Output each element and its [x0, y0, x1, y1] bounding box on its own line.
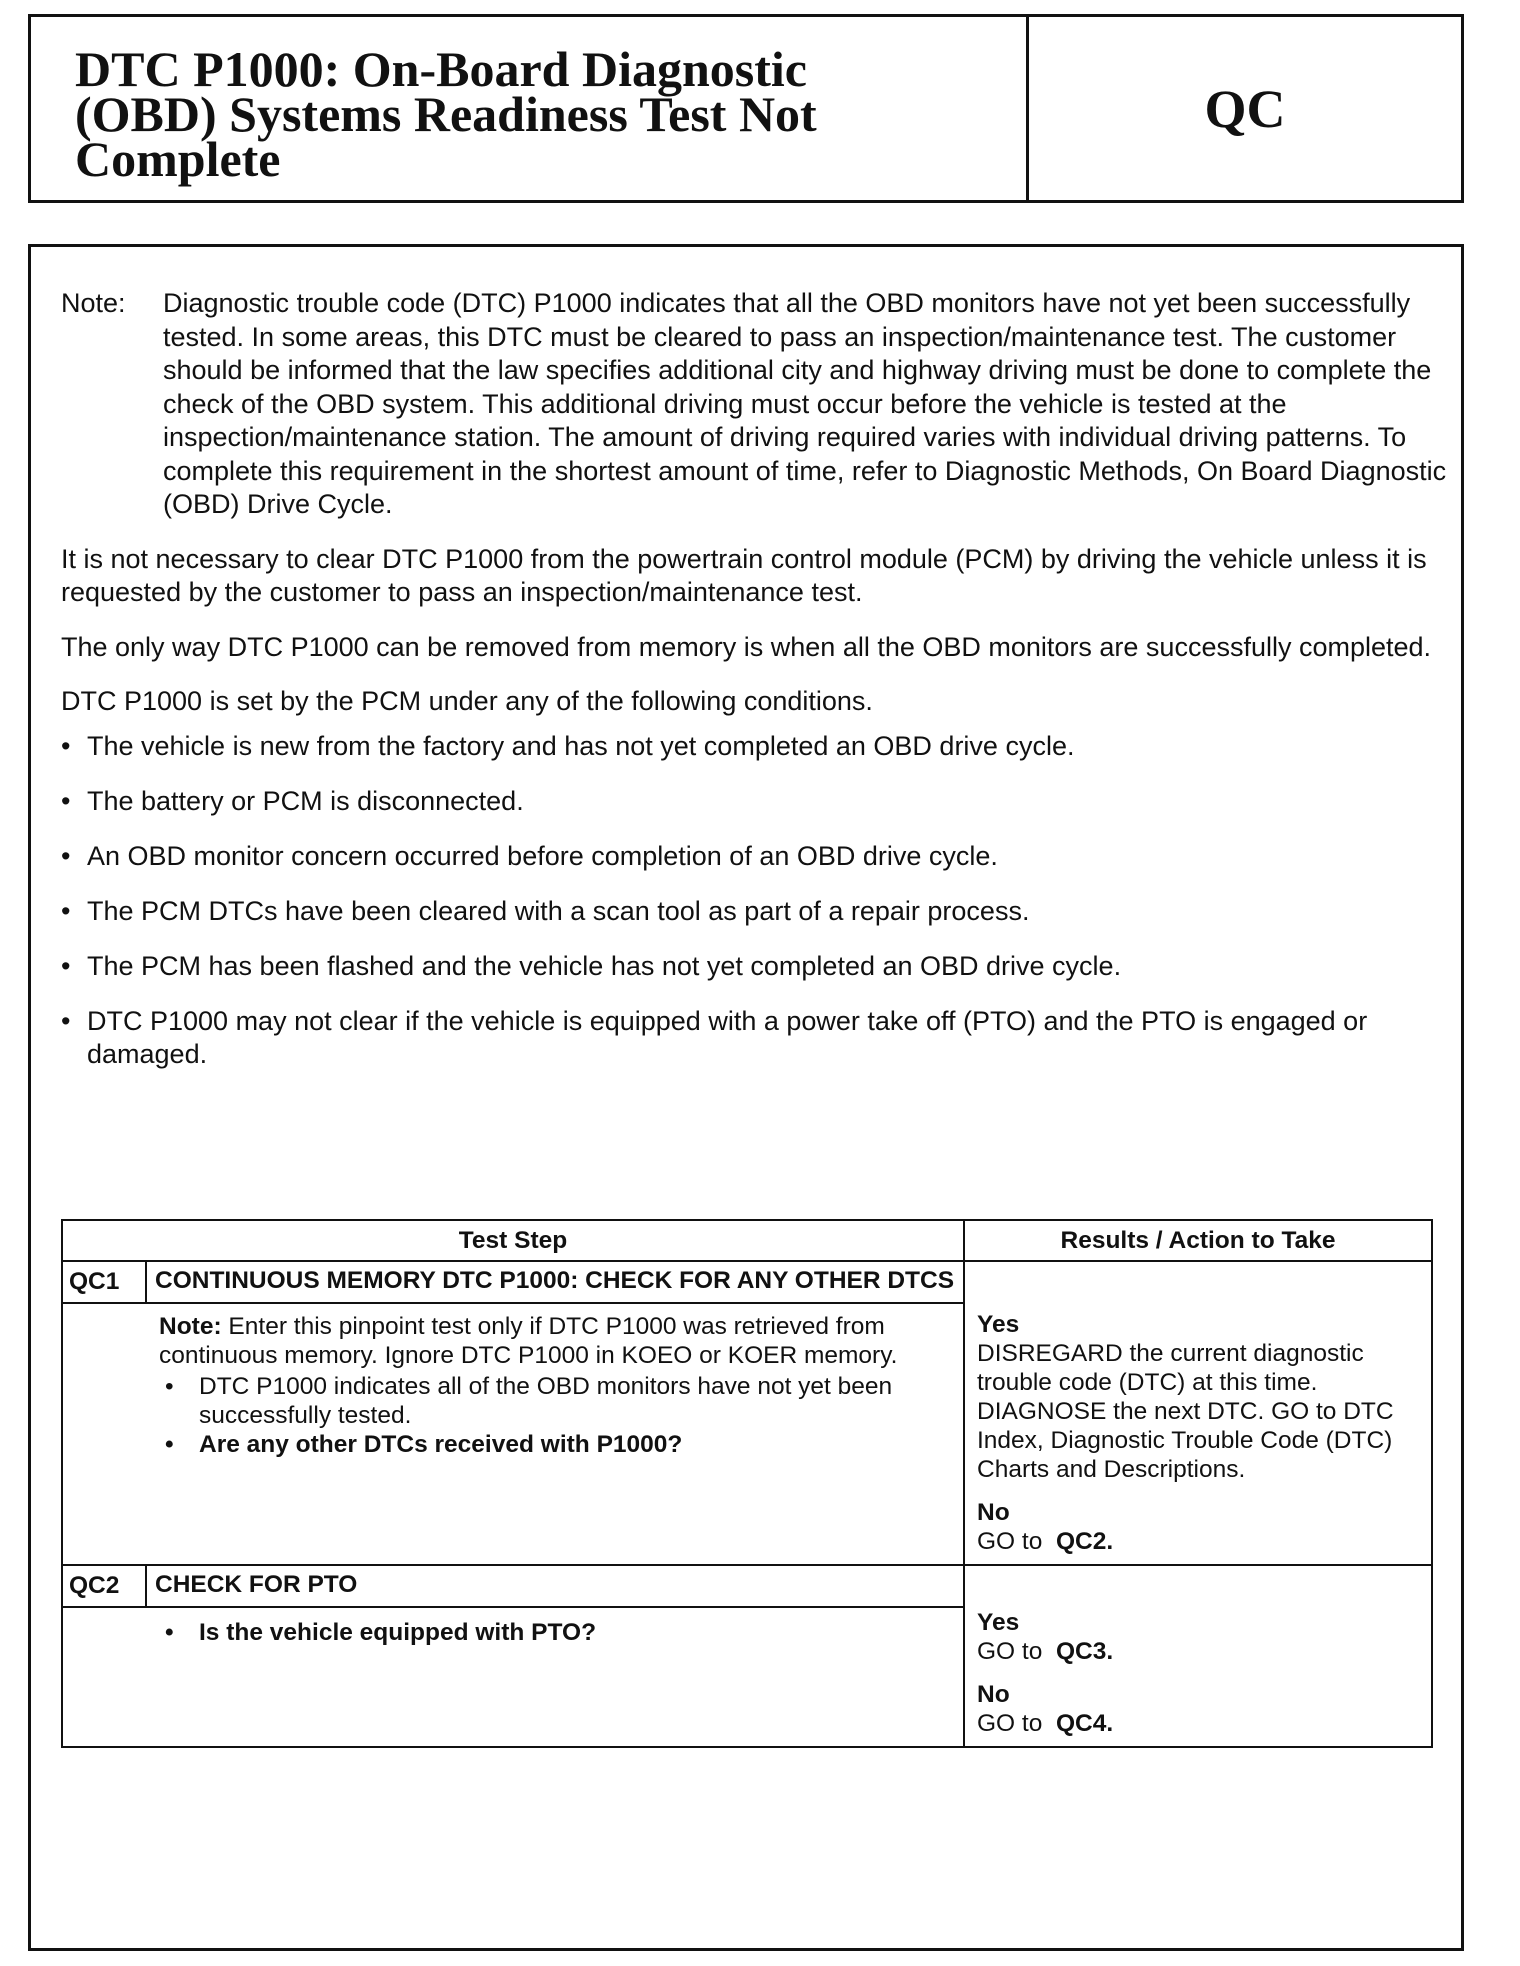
section-code: QC	[1204, 78, 1286, 139]
title-line: DTC P1000: On-Board Diagnostic	[75, 41, 807, 97]
go-to-text: GO to	[977, 1528, 1043, 1555]
step-bullets	[159, 1372, 953, 1459]
step-results	[964, 1565, 1432, 1747]
step-bullets	[159, 1618, 953, 1647]
list-item: • The vehicle is new from the factory and has not yet completed an OBD drive cycle.	[61, 730, 1447, 763]
content-panel	[28, 244, 1464, 1951]
paragraph: The only way DTC P1000 can be removed from memory is when all the OBD monitors are successfully completed.	[61, 631, 1432, 662]
step-note-text: Enter this pinpoint test only if DTC P1000 was retrieved from continuous memory. Ignore DTC P1000 in KOEO or KOER memory.	[159, 1313, 898, 1369]
list-item: • DTC P1000 may not clear if the vehicle is equipped with a power take off (PTO) and the PTO is engaged or damaged.	[61, 1005, 1447, 1071]
no-action	[977, 1527, 1423, 1556]
go-to-link[interactable]: QC3.	[1055, 1638, 1114, 1665]
pinpoint-test-table	[61, 1219, 1433, 1748]
title-line: (OBD) Systems Readiness Test Not	[75, 86, 817, 142]
note-label: Note:	[61, 288, 126, 318]
step-title: CHECK FOR PTO	[146, 1565, 964, 1607]
yes-label: Yes	[977, 1609, 1020, 1636]
no-label: No	[977, 1499, 1010, 1526]
list-item: • The battery or PCM is disconnected.	[61, 785, 1447, 818]
step-body	[62, 1607, 964, 1747]
page-header	[28, 14, 1464, 203]
page-title	[31, 17, 1029, 200]
yes-action	[977, 1637, 1423, 1666]
list-item: • The PCM has been flashed and the vehicle has not yet completed an OBD drive cycle.	[61, 950, 1447, 983]
no-action	[977, 1709, 1423, 1738]
note-text: Diagnostic trouble code (DTC) P1000 indicates that all the OBD monitors have not yet been successfully tested. In some areas, this DTC must be cleared to pass an inspection/maintenance test. The customer should be informed that the law specifies additional city and highway driving must be done to complete the check of the OBD system. This additional driving must occur before the vehicle is tested at the inspection/maintenance station. The amount of driving required varies with individual driving patterns. To complete this requirement in the shortest amount of time, refer to Diagnostic Methods, On Board Diagnostic (OBD) Drive Cycle.	[163, 288, 1447, 519]
no-label: No	[977, 1681, 1010, 1708]
list-item: • DTC P1000 indicates all of the OBD monitors have not yet been successfully tested.	[159, 1372, 953, 1430]
title-line: Complete	[75, 131, 281, 187]
step-number: QC2	[62, 1565, 146, 1607]
table-row	[62, 1261, 1432, 1303]
step-note-label: Note:	[159, 1313, 222, 1340]
column-header-test-step: Test Step	[62, 1220, 964, 1261]
go-to-text: GO to	[977, 1710, 1043, 1737]
step-results	[964, 1261, 1432, 1565]
go-to-text: GO to	[977, 1638, 1043, 1665]
table-header-row	[62, 1220, 1432, 1261]
intro-text	[61, 287, 1447, 1093]
list-item: • The PCM DTCs have been cleared with a scan tool as part of a repair process.	[61, 895, 1447, 928]
conditions-list	[61, 730, 1447, 1071]
go-to-link[interactable]: QC2.	[1055, 1528, 1114, 1555]
step-body	[62, 1303, 964, 1565]
list-item: • An OBD monitor concern occurred before completion of an OBD drive cycle.	[61, 840, 1447, 873]
step-title: CONTINUOUS MEMORY DTC P1000: CHECK FOR ANY OTHER DTCS	[146, 1261, 964, 1303]
paragraph: DTC P1000 is set by the PCM under any of the following conditions.	[61, 686, 873, 716]
step-note	[159, 1312, 953, 1370]
yes-label: Yes	[977, 1311, 1020, 1338]
note-block	[61, 287, 1447, 522]
paragraph: It is not necessary to clear DTC P1000 from the powertrain control module (PCM) by driving the vehicle unless it is requested by the customer to pass an inspection/maintenance test.	[61, 543, 1427, 607]
step-number: QC1	[62, 1261, 146, 1303]
list-item: • Are any other DTCs received with P1000?	[159, 1430, 953, 1459]
yes-action: DISREGARD the current diagnostic trouble code (DTC) at this time. DIAGNOSE the next DTC. GO to DTC Index, Diagnostic Trouble Code (DTC) Charts and Descriptions.	[977, 1340, 1394, 1483]
list-item: • Is the vehicle equipped with PTO?	[159, 1618, 953, 1647]
column-header-results: Results / Action to Take	[964, 1220, 1432, 1261]
go-to-link[interactable]: QC4.	[1055, 1710, 1114, 1737]
table-row	[62, 1565, 1432, 1607]
